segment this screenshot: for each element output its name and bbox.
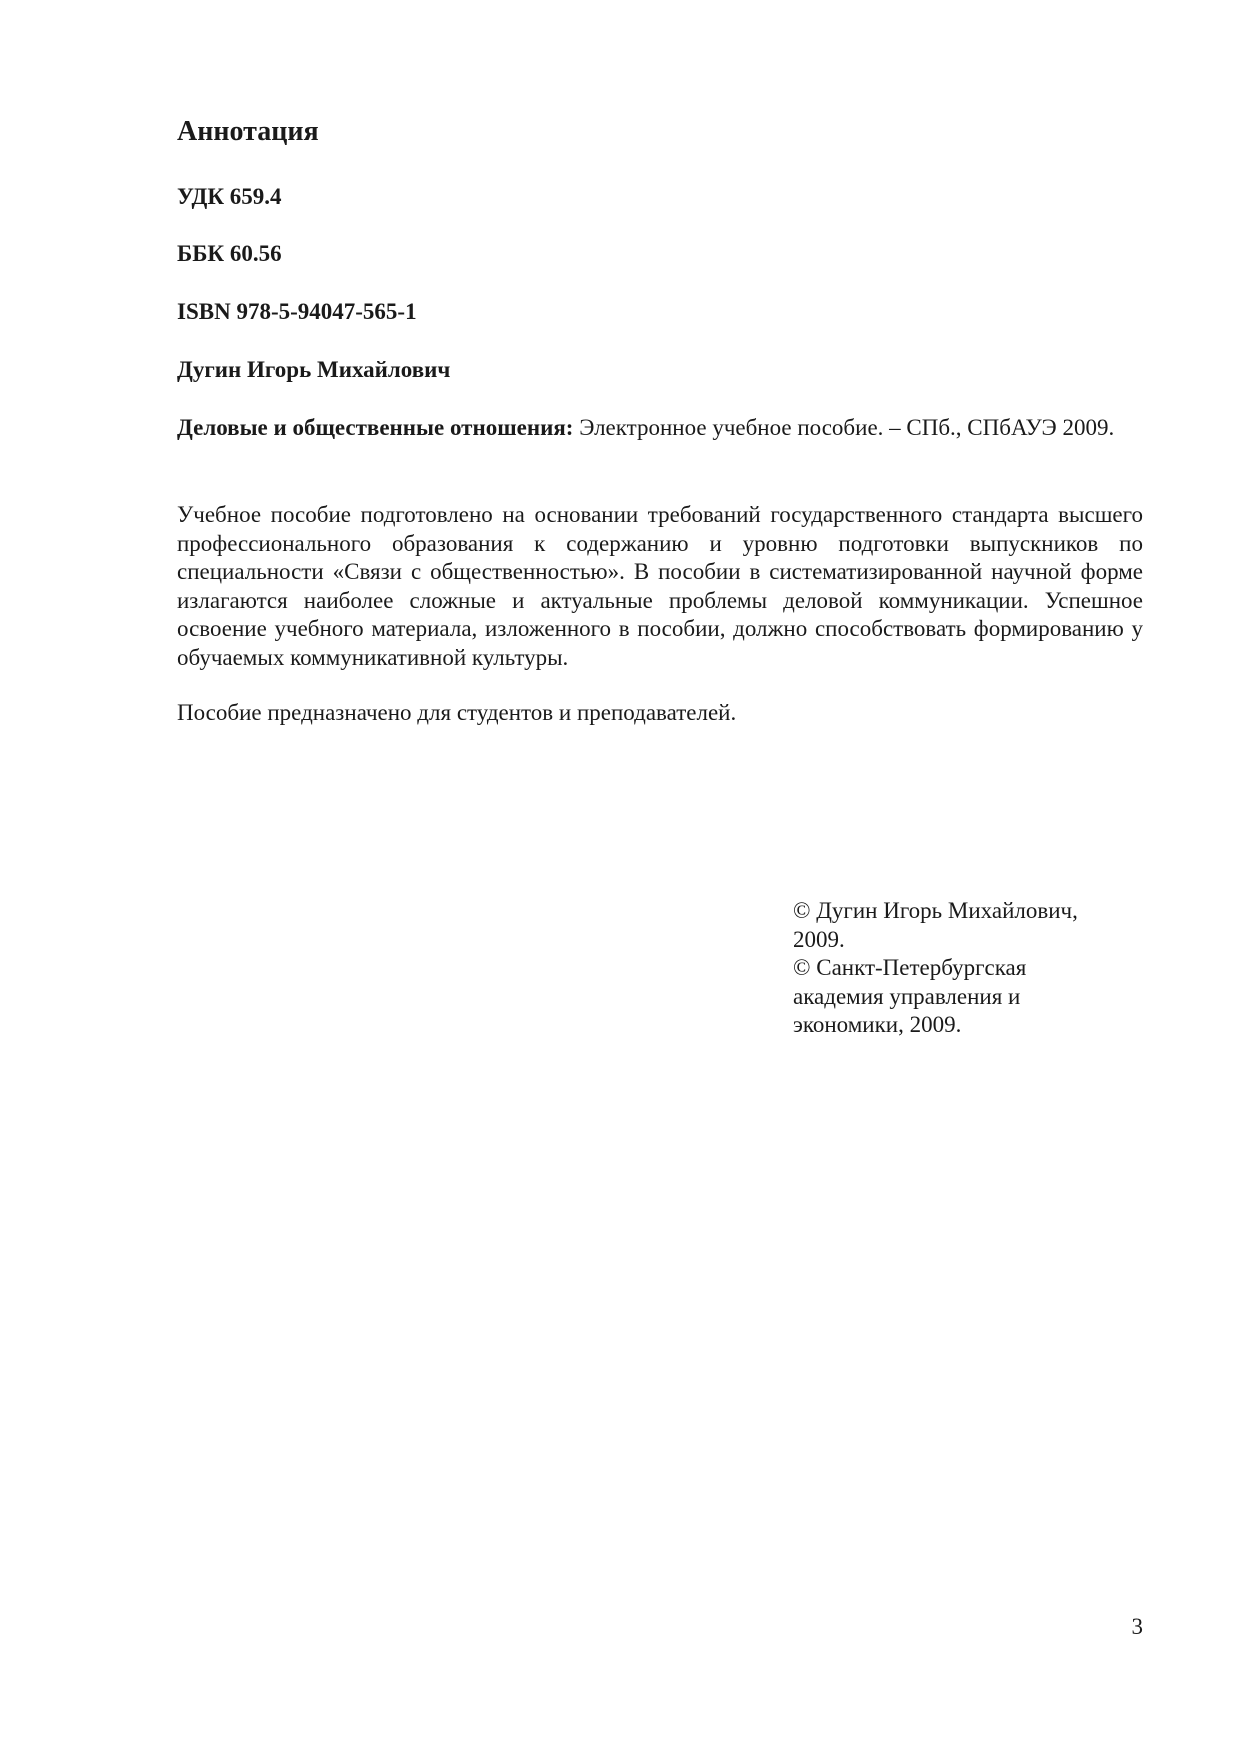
- copyright-line: экономики, 2009.: [793, 1012, 962, 1037]
- publication-details: Электронное учебное пособие. – СПб., СПбАУЭ 2009.: [579, 415, 1115, 440]
- author-name: Дугин Игорь Михайлович: [177, 357, 451, 382]
- copyright-line: академия управления и: [793, 983, 1021, 1009]
- isbn-number: ISBN 978-5-94047-565-1: [177, 299, 417, 324]
- bbk-code: ББК 60.56: [177, 241, 282, 266]
- copyright-line: © Дугин Игорь Михайлович,: [793, 898, 1078, 923]
- abstract-paragraph: Учебное пособие подготовлено на основании требований государственного стандарта высшего профессионального образования к содержанию и уровню подготовки выпускников по специальности «Связи с общественностью». В пособии в систематизированной научной форме излагаются наиболее сложные и актуальные проблемы деловой коммуникации. Успешное освоение учебного материала, изложенного в пособии, должно способствовать формированию у обучаемых коммуникативной культуры.: [177, 502, 1143, 670]
- udk-code: УДК 659.4: [177, 184, 282, 209]
- copyright-block: [793, 897, 1133, 1040]
- annotation-heading: Аннотация: [177, 116, 319, 147]
- copyright-line: 2009.: [793, 926, 845, 952]
- copyright-line: © Санкт-Петербургская: [793, 955, 1027, 980]
- bibliographic-citation: [177, 414, 1143, 442]
- page-number: 3: [1131, 1614, 1143, 1639]
- purpose-statement: Пособие предназначено для студентов и преподавателей.: [177, 700, 737, 725]
- book-title: Деловые и общественные отношения:: [177, 415, 574, 440]
